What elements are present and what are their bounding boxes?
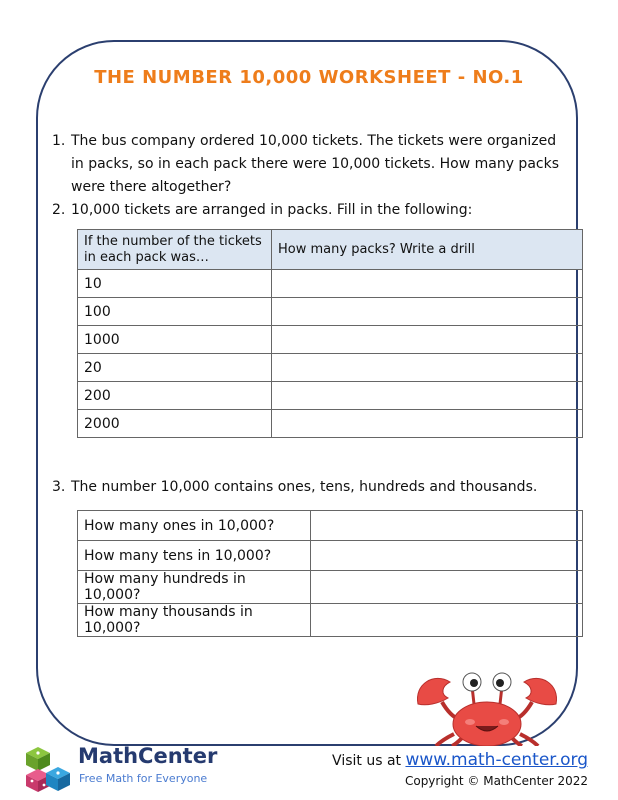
question-2	[52, 199, 562, 222]
answer-cell[interactable]	[272, 354, 583, 382]
column-header: If the number of the tickets in each pack was…	[78, 230, 272, 270]
pack-size-cell: 10	[78, 270, 272, 298]
question-3	[52, 476, 562, 499]
table-row	[78, 326, 583, 354]
brand-name: MathCenter	[78, 744, 218, 768]
question-text: 10,000 tickets are arranged in packs. Fill in the following:	[71, 202, 473, 218]
table-row	[78, 354, 583, 382]
question-cell: How many ones in 10,000?	[78, 511, 311, 541]
question-number: 3.	[52, 479, 66, 495]
table-row	[78, 571, 583, 604]
packs-table	[77, 229, 583, 438]
brand-tagline: Free Math for Everyone	[79, 772, 208, 785]
answer-cell[interactable]	[272, 298, 583, 326]
place-value-table	[77, 510, 583, 637]
column-header: How many packs? Write a drill	[272, 230, 583, 270]
pack-size-cell: 20	[78, 354, 272, 382]
pack-size-cell: 2000	[78, 410, 272, 438]
pack-size-cell: 1000	[78, 326, 272, 354]
table-row	[78, 410, 583, 438]
question-number: 2.	[52, 202, 66, 218]
table-row	[78, 604, 583, 637]
website-link[interactable]: www.math-center.org	[405, 750, 588, 770]
question-text: The number 10,000 contains ones, tens, hundreds and thousands.	[71, 479, 538, 495]
answer-cell[interactable]	[272, 382, 583, 410]
answer-cell[interactable]	[311, 511, 583, 541]
table-row	[78, 270, 583, 298]
table-row	[78, 382, 583, 410]
visit-line	[332, 750, 588, 770]
copyright-text: Copyright © MathCenter 2022	[404, 774, 588, 788]
answer-cell[interactable]	[272, 326, 583, 354]
answer-cell[interactable]	[272, 410, 583, 438]
pack-size-cell: 200	[78, 382, 272, 410]
dice-cube-logo-icon	[24, 745, 72, 793]
visit-prefix: Visit us at	[332, 753, 402, 769]
question-text: The bus company ordered 10,000 tickets. The tickets were organized in packs, so in each pack there were 10,000 tickets. How many packs were there altogether?	[71, 133, 559, 195]
answer-cell[interactable]	[311, 541, 583, 571]
table-row	[78, 541, 583, 571]
question-cell: How many hundreds in 10,000?	[78, 571, 311, 604]
answer-cell[interactable]	[311, 571, 583, 604]
answer-cell[interactable]	[311, 604, 583, 637]
answer-cell[interactable]	[272, 270, 583, 298]
table-row	[78, 298, 583, 326]
crab-illustration	[412, 664, 562, 746]
question-cell: How many thousands in 10,000?	[78, 604, 311, 637]
question-cell: How many tens in 10,000?	[78, 541, 311, 571]
table-row	[78, 511, 583, 541]
question-1	[52, 130, 562, 199]
question-number: 1.	[52, 133, 66, 149]
pack-size-cell: 100	[78, 298, 272, 326]
table-header-row	[78, 230, 583, 270]
worksheet-title: THE NUMBER 10,000 WORKSHEET - NO.1	[94, 67, 524, 88]
